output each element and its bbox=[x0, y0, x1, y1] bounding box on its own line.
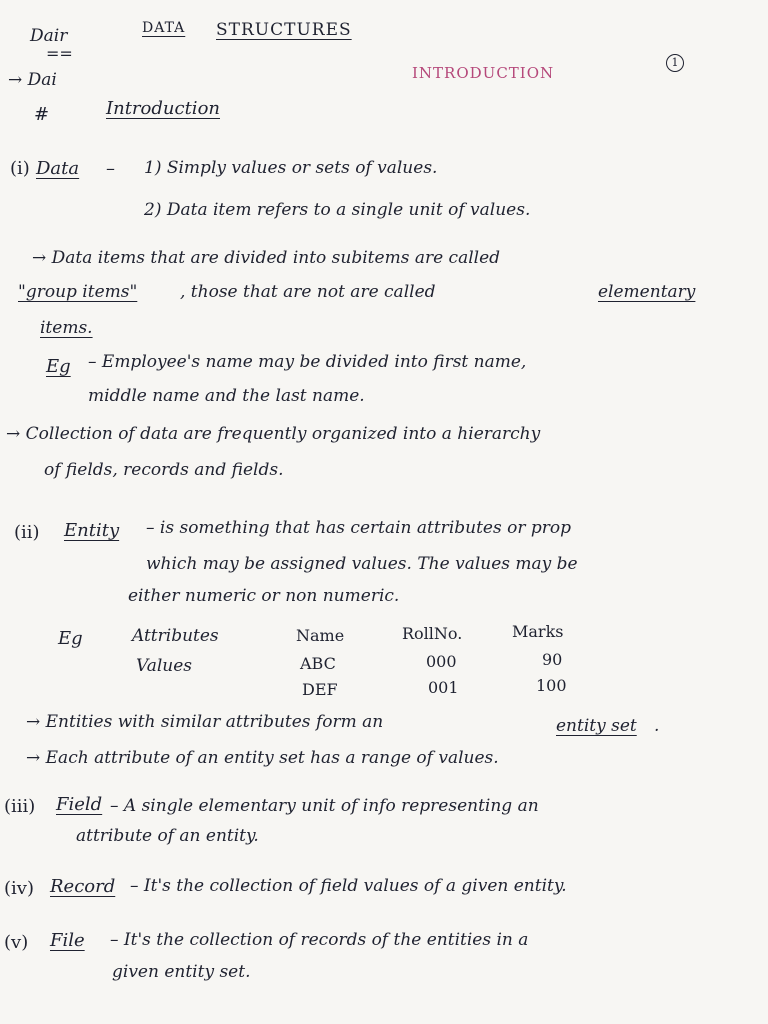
record-term: Record bbox=[50, 876, 116, 897]
collection-line-1: → Collection of data are frequently organized into a hierarchy bbox=[6, 424, 541, 444]
file-number: (v) bbox=[4, 932, 29, 953]
elementary-term: elementary bbox=[598, 282, 696, 302]
data-note-line-1: → Data items that are divided into subitems are called bbox=[32, 248, 501, 268]
data-eg-line-2: middle name and the last name. bbox=[88, 386, 365, 406]
section-heading: Introduction bbox=[106, 98, 220, 119]
table-cell-rollno-2: 001 bbox=[428, 678, 459, 697]
table-cell-name-2: DEF bbox=[302, 680, 338, 699]
data-note-line-2: , those that are not are called bbox=[180, 282, 436, 302]
data-number: (i) bbox=[10, 158, 30, 179]
group-items-term: "group items" bbox=[18, 282, 138, 302]
table-header-name: Name bbox=[296, 626, 345, 645]
entity-note-2: → Each attribute of an entity set has a range of values. bbox=[26, 748, 499, 768]
entity-line-2: which may be assigned values. The values may be bbox=[146, 554, 578, 574]
entity-eg-label: Eg bbox=[58, 628, 83, 649]
entity-set-term: entity set bbox=[556, 716, 637, 736]
table-cell-marks-2: 100 bbox=[536, 676, 567, 695]
entity-number: (ii) bbox=[14, 522, 40, 543]
data-note-line-3: items. bbox=[40, 318, 93, 338]
entity-note-1-prefix: → Entities with similar attributes form an bbox=[26, 712, 384, 732]
field-line-2: attribute of an entity. bbox=[76, 826, 259, 846]
hash-mark: # bbox=[34, 104, 50, 125]
record-line-1: – It's the collection of field values of a given entity. bbox=[130, 876, 567, 896]
data-dash: – bbox=[106, 158, 115, 179]
table-row-label-values: Values bbox=[136, 656, 193, 676]
entity-term: Entity bbox=[64, 520, 120, 541]
title-prefix: DATA bbox=[142, 20, 186, 36]
data-term: Data bbox=[36, 158, 80, 179]
entity-note-1-end: . bbox=[654, 716, 660, 736]
table-cell-rollno-1: 000 bbox=[426, 652, 457, 671]
file-term: File bbox=[50, 930, 85, 951]
data-def-1: 1) Simply values or sets of values. bbox=[144, 158, 438, 178]
entity-line-1: – is something that has certain attributes or prop bbox=[146, 518, 571, 538]
corner-marks: == bbox=[46, 44, 73, 63]
table-cell-name-1: ABC bbox=[300, 654, 336, 673]
record-number: (iv) bbox=[4, 878, 34, 899]
file-line-2: given entity set. bbox=[112, 962, 251, 982]
data-eg-line-1: – Employee's name may be divided into first name, bbox=[88, 352, 527, 372]
collection-line-2: of fields, records and fields. bbox=[44, 460, 284, 480]
table-header-rollno: RollNo. bbox=[402, 624, 463, 643]
page-title: STRUCTURES bbox=[216, 20, 352, 40]
field-term: Field bbox=[56, 794, 103, 815]
field-number: (iii) bbox=[4, 796, 36, 817]
corner-scribble: Dair bbox=[30, 26, 68, 46]
page-number: 1 bbox=[666, 54, 684, 72]
table-header-attributes: Attributes bbox=[132, 626, 219, 646]
arrow-scribble: → Dai bbox=[8, 70, 57, 90]
file-line-1: – It's the collection of records of the entities in a bbox=[110, 930, 529, 950]
table-header-marks: Marks bbox=[512, 622, 564, 641]
entity-line-3: either numeric or non numeric. bbox=[128, 586, 400, 606]
field-line-1: – A single elementary unit of info representing an bbox=[110, 796, 539, 816]
data-def-2: 2) Data item refers to a single unit of values. bbox=[144, 200, 531, 220]
introduction-stamp: INTRODUCTION bbox=[412, 64, 555, 82]
data-eg-label: Eg bbox=[46, 356, 71, 377]
table-cell-marks-1: 90 bbox=[542, 650, 563, 669]
